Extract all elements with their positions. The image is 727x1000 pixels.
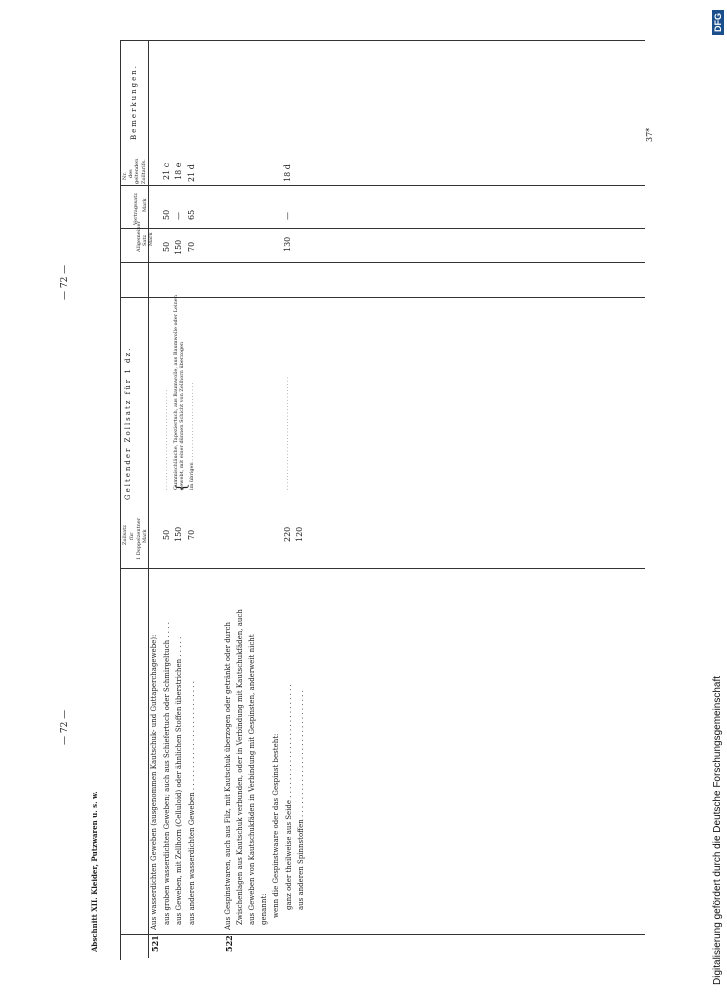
row-521-line4: aus anderen wasserdichten Geweben . . . . . . . . . . . . . . . . . . . . . . . . . [188, 681, 196, 925]
digitization-note: Digitalisierung gefördert durch die Deutsche Forschungsgemeinschaft [712, 675, 723, 985]
dfg-logo: DFG [712, 10, 724, 35]
general-column-rule [120, 262, 645, 263]
right-row-3-text: im übrigen . . . . . . . . . . . . . . . . . . . . . . . . . [189, 382, 195, 490]
row-521-line1: Aus wasserdichten Geweben (ausgenommen Kautschuk- und Guttaperchagewebe): [150, 634, 158, 930]
footnote-marker: 37* [645, 127, 654, 142]
duty-522-b: 120 [295, 526, 304, 542]
general-rate-header-2: Satz [142, 234, 148, 246]
duty-header-line2: für [129, 532, 135, 540]
page-vertical-rule [120, 40, 121, 960]
duty-header-line3: 1 Doppelzentner [136, 517, 142, 560]
row-522-line1: Aus Gespinstwaren, auch aus Filz, mit Kautschuk überzogen oder getränkt oder durch [224, 622, 232, 930]
right-row-1-general: 50 [162, 241, 171, 252]
row-number-521: 521 [150, 935, 160, 952]
row-522-line2: Zwischenlagen aus Kautschuk verbunden, oder in Verbindung mit Kautschukfäden, auch [236, 609, 244, 925]
left-header-rule [120, 568, 645, 569]
left-outer-border [148, 568, 149, 958]
row-522-line5: wenn die Gespinstwaare oder das Gespinst besteht: [272, 733, 280, 918]
tariff-header-4: Zolltarifs. [141, 159, 147, 184]
conventional-rate-header-1: Vertragssatz [133, 193, 139, 225]
page-number-bottom: — 72 — [60, 709, 70, 745]
right-row-2-tariff: 18 e [174, 162, 183, 180]
duty-header-line4: Mark [142, 529, 148, 543]
row-521-line2: aus groben wasserdichten Geweben; auch aus Schiefertuch oder Schmirgeltuch . . . . [163, 622, 171, 925]
right-row-1-text: . . . . . . . . . . . . . . . . . . . . . . . . . . . . . . . . [163, 389, 169, 490]
right-subheader-rule [120, 185, 645, 186]
right-row-4-tariff: 18 d [283, 164, 292, 182]
row-522-line6: ganz oder theilweise aus Seide . . . . . . . . . . . . . . . . . . . . . . . . . . [285, 684, 293, 910]
text-column-rule [120, 297, 645, 298]
general-rate-header-1: Allgemeiner [136, 221, 142, 252]
tariff-header-1: Nr. [122, 172, 128, 180]
right-table-bottom-rule [120, 40, 645, 41]
right-row-4-conventional: — [283, 212, 292, 220]
right-row-4-general: 130 [283, 236, 292, 252]
duty-521-c: 70 [187, 529, 196, 540]
duty-521-b: 150 [174, 526, 183, 542]
row-521-line3: aus Geweben, mit Zellhorn (Celluloid) oder ähnlichen Stoffen überstrichen . . . . . [175, 636, 183, 925]
conventional-rate-header-2: Mark [142, 198, 148, 212]
right-row-2-general: 150 [174, 239, 183, 255]
number-column-rule [120, 934, 645, 935]
tariff-header-3: geltenden [134, 158, 140, 184]
conventional-column-rule [120, 228, 645, 229]
duty-header-line1: Zollsatz [122, 525, 128, 545]
right-row-4-text: . . . . . . . . . . . . . . . . . . . . . . . . . . . . . . . . . . . . [284, 377, 290, 490]
right-row-3-conventional: 65 [187, 209, 196, 220]
current-duty-title: Geltender Zollsatz für 1 dz. [124, 346, 132, 500]
remarks-header: Bemerkungen. [130, 63, 138, 140]
right-row-3-general: 70 [187, 241, 196, 252]
duty-522-a: 220 [283, 526, 292, 542]
right-row-1-conventional: 50 [162, 209, 171, 220]
right-row-1-tariff: 21 c [162, 162, 171, 180]
right-row-2-text: Gummischläuche, Tapeziertuch, aus Baumwolle, aus Baumwolle oder Leinen gewebt, mit einer dünnen Schicht von Zellhorn überzogen [173, 295, 185, 490]
row-522-line7: aus anderen Spinnstoffen . . . . . . . . . . . . . . . . . . . . . . . . . . . . . [297, 690, 305, 910]
tariff-header-2: des [128, 169, 134, 178]
section-title: Abschnitt XII. Kleider, Putzwaren u. s. w. [90, 791, 99, 952]
duty-521-a: 50 [162, 529, 171, 540]
brace-symbol: { [174, 483, 190, 492]
row-522-line4: genannt: [260, 893, 268, 925]
right-row-2-conventional: — [174, 212, 183, 220]
general-rate-header-3: Mark [148, 232, 154, 246]
right-row-3-tariff: 21 d [187, 164, 196, 182]
page-number-top: — 72 — [60, 264, 70, 300]
row-number-522: 522 [224, 935, 234, 952]
row-522-line3: aus Geweben von Kautschukfäden in Verbindung mit Gespinsten, anderweit nicht [248, 634, 256, 925]
right-header-rule [148, 40, 149, 568]
